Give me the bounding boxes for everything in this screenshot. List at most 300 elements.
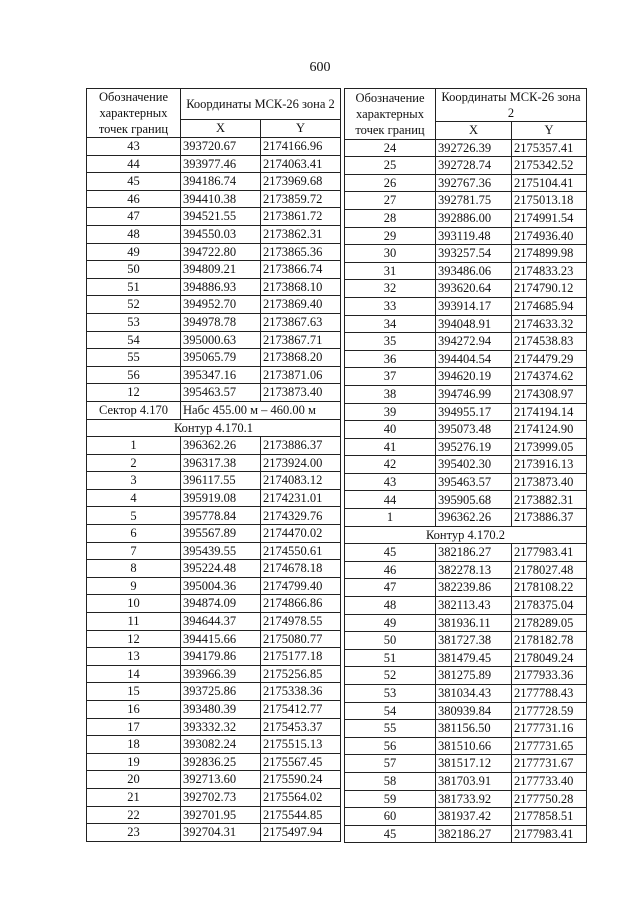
y-cell: 2173869.40 [261, 296, 341, 314]
table-row [345, 403, 587, 421]
point-cell: 27 [345, 192, 436, 210]
point-cell: 30 [345, 245, 436, 263]
point-cell: 12 [87, 630, 181, 648]
table-row [345, 174, 587, 192]
contour-label: Контур 4.170.2 [345, 526, 587, 544]
point-cell: 12 [87, 384, 181, 402]
y-cell: 2174790.12 [512, 280, 587, 298]
y-cell: 2175080.77 [261, 630, 341, 648]
point-cell: 44 [87, 155, 181, 173]
table-row [87, 454, 341, 472]
table-row [345, 385, 587, 403]
page-number: 600 [309, 60, 331, 75]
y-cell: 2174678.18 [261, 560, 341, 578]
table-row [87, 630, 341, 648]
y-cell: 2173916.13 [512, 456, 587, 474]
x-cell: 396362.26 [436, 509, 512, 527]
point-cell: 31 [345, 262, 436, 280]
y-cell: 2174833.23 [512, 262, 587, 280]
point-cell: 14 [87, 665, 181, 683]
x-header: X [436, 122, 512, 140]
table-body-left [87, 138, 341, 842]
point-cell: 18 [87, 736, 181, 754]
point-cell: 20 [87, 771, 181, 789]
x-cell: 381937.42 [436, 808, 512, 826]
x-cell: 381275.89 [436, 667, 512, 685]
y-cell: 2177788.43 [512, 685, 587, 703]
table-row [87, 753, 341, 771]
x-cell: 395905.68 [436, 491, 512, 509]
coordinates-table-left [86, 88, 341, 842]
y-cell: 2174231.01 [261, 489, 341, 507]
y-cell: 2173999.05 [512, 438, 587, 456]
table-row [345, 368, 587, 386]
y-cell: 2178182.78 [512, 632, 587, 650]
point-cell: 48 [345, 597, 436, 615]
x-cell: 382278.13 [436, 561, 512, 579]
point-cell: 1 [87, 437, 181, 455]
x-cell: 392767.36 [436, 174, 512, 192]
y-cell: 2177733.40 [512, 772, 587, 790]
y-cell: 2174991.54 [512, 209, 587, 227]
y-cell: 2175104.41 [512, 174, 587, 192]
y-cell: 2173862.31 [261, 225, 341, 243]
point-cell: 49 [345, 614, 436, 632]
x-cell: 393486.06 [436, 262, 512, 280]
contour-row [87, 419, 341, 437]
table-row [87, 683, 341, 701]
sector-row [87, 401, 341, 419]
x-cell: 381479.45 [436, 649, 512, 667]
table-row [87, 595, 341, 613]
y-cell: 2175515.13 [261, 736, 341, 754]
point-cell: 25 [345, 157, 436, 175]
y-cell: 2175013.18 [512, 192, 587, 210]
point-cell: 50 [87, 261, 181, 279]
x-cell: 392701.95 [181, 806, 261, 824]
point-cell: 48 [87, 225, 181, 243]
point-cell: 36 [345, 350, 436, 368]
table-row [345, 473, 587, 491]
x-cell: 394550.03 [181, 225, 261, 243]
y-cell: 2174329.76 [261, 507, 341, 525]
x-cell: 395276.19 [436, 438, 512, 456]
table-row [345, 438, 587, 456]
table-body-right [345, 139, 587, 843]
x-cell: 395567.89 [181, 525, 261, 543]
table-row [345, 561, 587, 579]
table-row [345, 755, 587, 773]
table-row [87, 155, 341, 173]
point-cell: 4 [87, 489, 181, 507]
table-row [345, 614, 587, 632]
x-cell: 395065.79 [181, 349, 261, 367]
point-cell: 44 [345, 491, 436, 509]
y-cell: 2178027.48 [512, 561, 587, 579]
point-cell: 1 [345, 509, 436, 527]
y-cell: 2174685.94 [512, 297, 587, 315]
point-cell: 22 [87, 806, 181, 824]
contour-row [345, 526, 587, 544]
y-cell: 2173969.68 [261, 173, 341, 191]
x-cell: 381733.92 [436, 790, 512, 808]
y-cell: 2174866.86 [261, 595, 341, 613]
point-cell: 19 [87, 753, 181, 771]
x-cell: 393332.32 [181, 718, 261, 736]
point-cell: 15 [87, 683, 181, 701]
x-cell: 392886.00 [436, 209, 512, 227]
y-cell: 2174308.97 [512, 385, 587, 403]
y-cell: 2177731.16 [512, 720, 587, 738]
x-cell: 382186.27 [436, 825, 512, 843]
table-row [345, 720, 587, 738]
point-cell: 26 [345, 174, 436, 192]
x-cell: 395224.48 [181, 560, 261, 578]
table-row [345, 702, 587, 720]
y-cell: 2173865.36 [261, 243, 341, 261]
point-cell: 9 [87, 577, 181, 595]
y-cell: 2174633.32 [512, 315, 587, 333]
y-cell: 2177750.28 [512, 790, 587, 808]
point-cell: 58 [345, 772, 436, 790]
x-cell: 395778.84 [181, 507, 261, 525]
point-cell: 52 [345, 667, 436, 685]
table-row [345, 544, 587, 562]
table-row [345, 421, 587, 439]
x-cell: 394272.94 [436, 333, 512, 351]
y-cell: 2174538.83 [512, 333, 587, 351]
y-cell: 2173873.40 [512, 473, 587, 491]
x-cell: 392781.75 [436, 192, 512, 210]
table-row [87, 313, 341, 331]
point-cell: 51 [87, 278, 181, 296]
x-cell: 392728.74 [436, 157, 512, 175]
point-cell: 23 [87, 824, 181, 842]
point-cell: 53 [345, 685, 436, 703]
table-row [87, 648, 341, 666]
point-cell: 5 [87, 507, 181, 525]
point-cell: 46 [345, 561, 436, 579]
table-row [87, 525, 341, 543]
table-row [87, 472, 341, 490]
x-cell: 396317.38 [181, 454, 261, 472]
table-row [87, 261, 341, 279]
x-cell: 394874.09 [181, 595, 261, 613]
point-cell: 56 [345, 737, 436, 755]
x-cell: 382239.86 [436, 579, 512, 597]
point-header: Обозначение характерных точек границ [87, 89, 181, 138]
table-row [87, 489, 341, 507]
y-cell: 2175338.36 [261, 683, 341, 701]
table-row [87, 613, 341, 631]
table-row [87, 437, 341, 455]
table-row [345, 685, 587, 703]
x-cell: 380939.84 [436, 702, 512, 720]
x-cell: 381936.11 [436, 614, 512, 632]
point-cell: 49 [87, 243, 181, 261]
y-cell: 2173866.74 [261, 261, 341, 279]
x-cell: 395919.08 [181, 489, 261, 507]
table-row [345, 825, 587, 843]
table-row [87, 208, 341, 226]
x-cell: 393966.39 [181, 665, 261, 683]
y-cell: 2178289.05 [512, 614, 587, 632]
y-cell: 2174166.96 [261, 138, 341, 156]
x-cell: 393977.46 [181, 155, 261, 173]
table-row [87, 138, 341, 156]
point-cell: 3 [87, 472, 181, 490]
table-row [87, 824, 341, 842]
point-cell: 56 [87, 366, 181, 384]
x-cell: 381156.50 [436, 720, 512, 738]
x-cell: 382113.43 [436, 597, 512, 615]
x-cell: 394415.66 [181, 630, 261, 648]
y-cell: 2173867.71 [261, 331, 341, 349]
y-cell: 2175567.45 [261, 753, 341, 771]
point-cell: 60 [345, 808, 436, 826]
x-cell: 393119.48 [436, 227, 512, 245]
y-cell: 2174978.55 [261, 613, 341, 631]
table-row [87, 718, 341, 736]
point-cell: 35 [345, 333, 436, 351]
y-cell: 2177983.41 [512, 544, 587, 562]
x-cell: 395073.48 [436, 421, 512, 439]
table-row [345, 297, 587, 315]
table-row [345, 667, 587, 685]
y-cell: 2173868.20 [261, 349, 341, 367]
x-cell: 381517.12 [436, 755, 512, 773]
table-row [345, 315, 587, 333]
x-cell: 394886.93 [181, 278, 261, 296]
x-cell: 392726.39 [436, 139, 512, 157]
x-cell: 394186.74 [181, 173, 261, 191]
point-cell: 17 [87, 718, 181, 736]
point-cell: 2 [87, 454, 181, 472]
coords-header: Координаты МСК-26 зона 2 [436, 89, 587, 122]
x-cell: 394620.19 [436, 368, 512, 386]
point-cell: 45 [345, 544, 436, 562]
point-cell: 55 [87, 349, 181, 367]
x-cell: 394952.70 [181, 296, 261, 314]
table-row [345, 772, 587, 790]
point-cell: 13 [87, 648, 181, 666]
point-cell: 40 [345, 421, 436, 439]
point-cell: 41 [345, 438, 436, 456]
point-cell: 39 [345, 403, 436, 421]
y-cell: 2178108.22 [512, 579, 587, 597]
table-row [345, 632, 587, 650]
table-row [345, 456, 587, 474]
x-cell: 382186.27 [436, 544, 512, 562]
x-cell: 395463.57 [436, 473, 512, 491]
y-cell: 2175342.52 [512, 157, 587, 175]
point-cell: 53 [87, 313, 181, 331]
x-cell: 381727.38 [436, 632, 512, 650]
table-row [87, 173, 341, 191]
point-cell: 42 [345, 456, 436, 474]
table-row [87, 542, 341, 560]
point-cell: 10 [87, 595, 181, 613]
x-cell: 396362.26 [181, 437, 261, 455]
y-cell: 2173882.31 [512, 491, 587, 509]
point-cell: 7 [87, 542, 181, 560]
table-row [87, 243, 341, 261]
x-cell: 392836.25 [181, 753, 261, 771]
point-cell: 21 [87, 788, 181, 806]
point-cell: 38 [345, 385, 436, 403]
table-row [87, 806, 341, 824]
table-row [87, 296, 341, 314]
y-cell: 2173859.72 [261, 190, 341, 208]
table-row [87, 278, 341, 296]
y-header: Y [512, 122, 587, 140]
point-cell: 43 [345, 473, 436, 491]
x-cell: 393082.24 [181, 736, 261, 754]
y-cell: 2174063.41 [261, 155, 341, 173]
table-row [345, 280, 587, 298]
table-row [87, 736, 341, 754]
y-cell: 2173867.63 [261, 313, 341, 331]
y-cell: 2177728.59 [512, 702, 587, 720]
y-cell: 2174799.40 [261, 577, 341, 595]
table-row [345, 649, 587, 667]
point-cell: 37 [345, 368, 436, 386]
x-cell: 381510.66 [436, 737, 512, 755]
y-cell: 2175256.85 [261, 665, 341, 683]
x-cell: 395000.63 [181, 331, 261, 349]
point-cell: 50 [345, 632, 436, 650]
y-cell: 2174936.40 [512, 227, 587, 245]
table-row [345, 579, 587, 597]
table-row [345, 737, 587, 755]
table-row [87, 366, 341, 384]
y-cell: 2177933.36 [512, 667, 587, 685]
y-cell: 2175544.85 [261, 806, 341, 824]
table-row [345, 157, 587, 175]
x-cell: 394809.21 [181, 261, 261, 279]
x-cell: 392702.73 [181, 788, 261, 806]
point-header: Обозначение характерных точек границ [345, 89, 436, 140]
table-row [87, 331, 341, 349]
y-cell: 2174899.98 [512, 245, 587, 263]
y-cell: 2173873.40 [261, 384, 341, 402]
point-cell: 52 [87, 296, 181, 314]
x-cell: 396117.55 [181, 472, 261, 490]
point-cell: 11 [87, 613, 181, 631]
table-row [345, 192, 587, 210]
y-cell: 2173886.37 [512, 509, 587, 527]
point-cell: 51 [345, 649, 436, 667]
point-cell: 34 [345, 315, 436, 333]
coords-header: Координаты МСК-26 зона 2 [181, 89, 341, 120]
y-cell: 2175497.94 [261, 824, 341, 842]
y-cell: 2174550.61 [261, 542, 341, 560]
x-cell: 394955.17 [436, 403, 512, 421]
table-row [345, 808, 587, 826]
y-cell: 2177731.65 [512, 737, 587, 755]
table-row [345, 227, 587, 245]
x-cell: 394404.54 [436, 350, 512, 368]
table-row [87, 577, 341, 595]
sector-height-range: Набс 455.00 м – 460.00 м [181, 401, 341, 419]
x-cell: 393720.67 [181, 138, 261, 156]
point-cell: 33 [345, 297, 436, 315]
y-cell: 2177983.41 [512, 825, 587, 843]
x-cell: 395402.30 [436, 456, 512, 474]
x-cell: 394048.91 [436, 315, 512, 333]
x-cell: 392704.31 [181, 824, 261, 842]
point-cell: 54 [345, 702, 436, 720]
point-cell: 24 [345, 139, 436, 157]
x-cell: 394410.38 [181, 190, 261, 208]
x-cell: 395439.55 [181, 542, 261, 560]
x-cell: 394644.37 [181, 613, 261, 631]
y-cell: 2177858.51 [512, 808, 587, 826]
point-cell: 32 [345, 280, 436, 298]
table-row [345, 597, 587, 615]
contour-label: Контур 4.170.1 [87, 419, 341, 437]
y-cell: 2174374.62 [512, 368, 587, 386]
y-cell: 2173871.06 [261, 366, 341, 384]
x-cell: 394179.86 [181, 648, 261, 666]
point-cell: 6 [87, 525, 181, 543]
table-row [87, 771, 341, 789]
table-row [345, 245, 587, 263]
table-row [87, 190, 341, 208]
y-header: Y [261, 120, 341, 138]
x-cell: 381703.91 [436, 772, 512, 790]
table-row [87, 225, 341, 243]
y-cell: 2174479.29 [512, 350, 587, 368]
point-cell: 43 [87, 138, 181, 156]
x-cell: 395463.57 [181, 384, 261, 402]
y-cell: 2174194.14 [512, 403, 587, 421]
table-row [87, 349, 341, 367]
table-row [87, 507, 341, 525]
table-row [87, 788, 341, 806]
table-row [345, 509, 587, 527]
x-cell: 395004.36 [181, 577, 261, 595]
point-cell: 59 [345, 790, 436, 808]
y-cell: 2175590.24 [261, 771, 341, 789]
point-cell: 16 [87, 701, 181, 719]
point-cell: 45 [87, 173, 181, 191]
table-row [87, 560, 341, 578]
x-cell: 395347.16 [181, 366, 261, 384]
table-row [87, 384, 341, 402]
x-cell: 394746.99 [436, 385, 512, 403]
point-cell: 47 [345, 579, 436, 597]
table-row [345, 139, 587, 157]
x-cell: 394521.55 [181, 208, 261, 226]
table-row [87, 665, 341, 683]
y-cell: 2175564.02 [261, 788, 341, 806]
y-cell: 2177731.67 [512, 755, 587, 773]
table-row [345, 350, 587, 368]
y-cell: 2173868.10 [261, 278, 341, 296]
y-cell: 2173924.00 [261, 454, 341, 472]
x-cell: 393725.86 [181, 683, 261, 701]
x-cell: 392713.60 [181, 771, 261, 789]
y-cell: 2174083.12 [261, 472, 341, 490]
table-row [345, 491, 587, 509]
y-cell: 2174124.90 [512, 421, 587, 439]
x-cell: 393914.17 [436, 297, 512, 315]
y-cell: 2175177.18 [261, 648, 341, 666]
y-cell: 2173886.37 [261, 437, 341, 455]
point-cell: 29 [345, 227, 436, 245]
x-cell: 381034.43 [436, 685, 512, 703]
